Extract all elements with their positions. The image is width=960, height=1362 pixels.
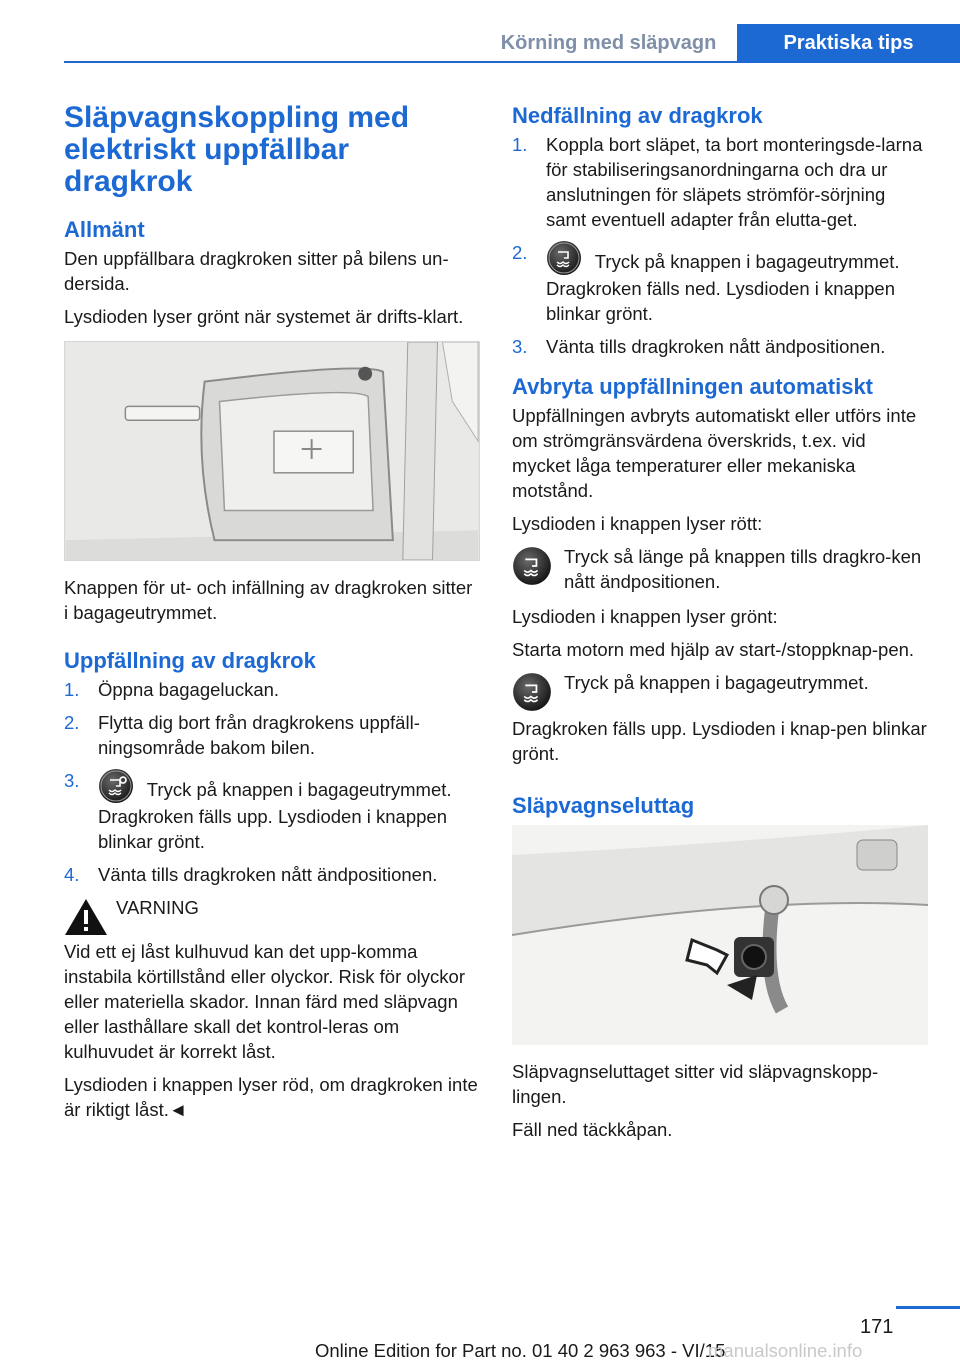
list-item: [512, 240, 928, 326]
right-column: [512, 102, 928, 1150]
fold-down-steps: [512, 132, 928, 359]
page-title: Släpvagnskoppling med elektriskt uppfällbar dragkrok: [64, 101, 410, 198]
red-led-instruction: [512, 544, 928, 594]
step-number: 2.: [64, 712, 80, 733]
green-led-instruction: [512, 670, 928, 712]
fold-down-heading: Nedfällning av dragkrok: [512, 103, 763, 128]
green-led-label: Lysdioden i knappen lyser grönt:: [512, 606, 778, 627]
general-paragraph-2: Lysdioden lyser grönt när systemet är drifts-klart.: [64, 306, 464, 327]
step-text: Tryck på knappen i bagageutrymmet.: [142, 779, 452, 800]
socket-caption: Släpvagnseluttaget sitter vid släpvagnskopp-lingen.: [512, 1061, 879, 1107]
header-chapter-tab[interactable]: Praktiska tips: [737, 24, 960, 63]
socket-heading: Släpvagnseluttag: [512, 793, 695, 818]
green-led-result: Dragkroken fälls upp. Lysdioden i knap-pen blinkar grönt.: [512, 718, 927, 764]
step-text: Tryck på knappen i bagageutrymmet.: [590, 251, 900, 272]
warning-label: VARNING: [116, 897, 199, 918]
left-column: [64, 102, 480, 1130]
tow-hitch-button-icon: [512, 672, 552, 712]
step-text: Öppna bagageluckan.: [98, 679, 280, 700]
socket-note: Fäll ned täckkåpan.: [512, 1119, 673, 1140]
list-item: [64, 710, 480, 760]
step-number: 3.: [64, 770, 80, 791]
step-text: Vänta tills dragkroken nått ändpositionen.: [98, 864, 438, 885]
list-item: [64, 862, 480, 887]
red-led-label: Lysdioden i knappen lyser rött:: [512, 513, 763, 534]
step-result: Dragkroken fälls upp. Lysdioden i knappen blinkar grönt.: [98, 806, 447, 852]
header-section-label[interactable]: Körning med släpvagn: [500, 31, 717, 54]
trunk-image-caption: Knappen för ut- och infällning av dragkroken sitter i bagageutrymmet.: [64, 577, 473, 623]
fold-up-heading: Uppfällning av dragkrok: [64, 648, 316, 673]
edition-info: Online Edition for Part no. 01 40 2 963 963 - VI/15: [315, 1340, 726, 1361]
trunk-illustration: [64, 341, 480, 561]
trailer-socket-illustration: [512, 825, 928, 1045]
step-number: 1.: [64, 679, 80, 700]
step-text: Koppla bort släpet, ta bort monteringsde-larna för stabiliseringsanordningarna och dra ur anslutningen för släpets strömför-sörjning samt eventuell adapter från elutta-get.: [546, 134, 923, 230]
fold-up-steps: [64, 677, 480, 887]
page-number: 171: [860, 1316, 894, 1338]
general-heading: Allmänt: [64, 217, 145, 242]
tow-hitch-button-icon: [512, 546, 552, 586]
list-item: [512, 132, 928, 232]
step-number: 1.: [512, 134, 528, 155]
warning-box: [64, 895, 480, 937]
warning-note: Lysdioden i knappen lyser röd, om dragkroken inte är riktigt låst.◄: [64, 1074, 478, 1120]
step-number: 2.: [512, 242, 528, 263]
green-led-instruction-text: Tryck på knappen i bagageutrymmet.: [564, 672, 869, 693]
general-paragraph-1: Den uppfällbara dragkroken sitter på bilens un-dersida.: [64, 248, 449, 294]
tow-hitch-button-icon: [98, 768, 134, 804]
step-number: 4.: [64, 864, 80, 885]
warning-triangle-icon: [64, 897, 108, 937]
list-item: [512, 334, 928, 359]
cancel-heading: Avbryta uppfällningen automatiskt: [512, 374, 874, 399]
header-rule: [64, 61, 960, 63]
step-text: Vänta tills dragkroken nått ändpositionen.: [546, 336, 886, 357]
red-led-instruction-text: Tryck så länge på knappen tills dragkro-ken nått ändpositionen.: [564, 546, 922, 592]
cancel-paragraph: Uppfällningen avbryts automatiskt eller utförs inte om strömgränsvärdena överskrids, t.ex. vid mycket låga temperaturer eller mekaniska motstånd.: [512, 405, 917, 501]
step-result: Dragkroken fälls ned. Lysdioden i knappen blinkar grönt.: [546, 278, 895, 324]
list-item: [64, 768, 480, 854]
tow-hitch-button-icon: [546, 240, 582, 276]
footer-rule: [896, 1306, 960, 1309]
step-number: 3.: [512, 336, 528, 357]
green-led-paragraph: Starta motorn med hjälp av start-/stoppknap-pen.: [512, 639, 915, 660]
warning-text: Vid ett ej låst kulhuvud kan det upp-komma instabila körtillstånd eller olyckor. Risk för olyckor eller materiella skador. Innan färd med släpvagn eller lasthållare skall det kontrol-leras om kulhuvudet är korrekt låst.: [64, 941, 465, 1062]
step-text: Flytta dig bort från dragkrokens uppfäll-ningsområde bakom bilen.: [98, 712, 420, 758]
watermark: manualsonline.info: [708, 1340, 863, 1361]
list-item: [64, 677, 480, 702]
